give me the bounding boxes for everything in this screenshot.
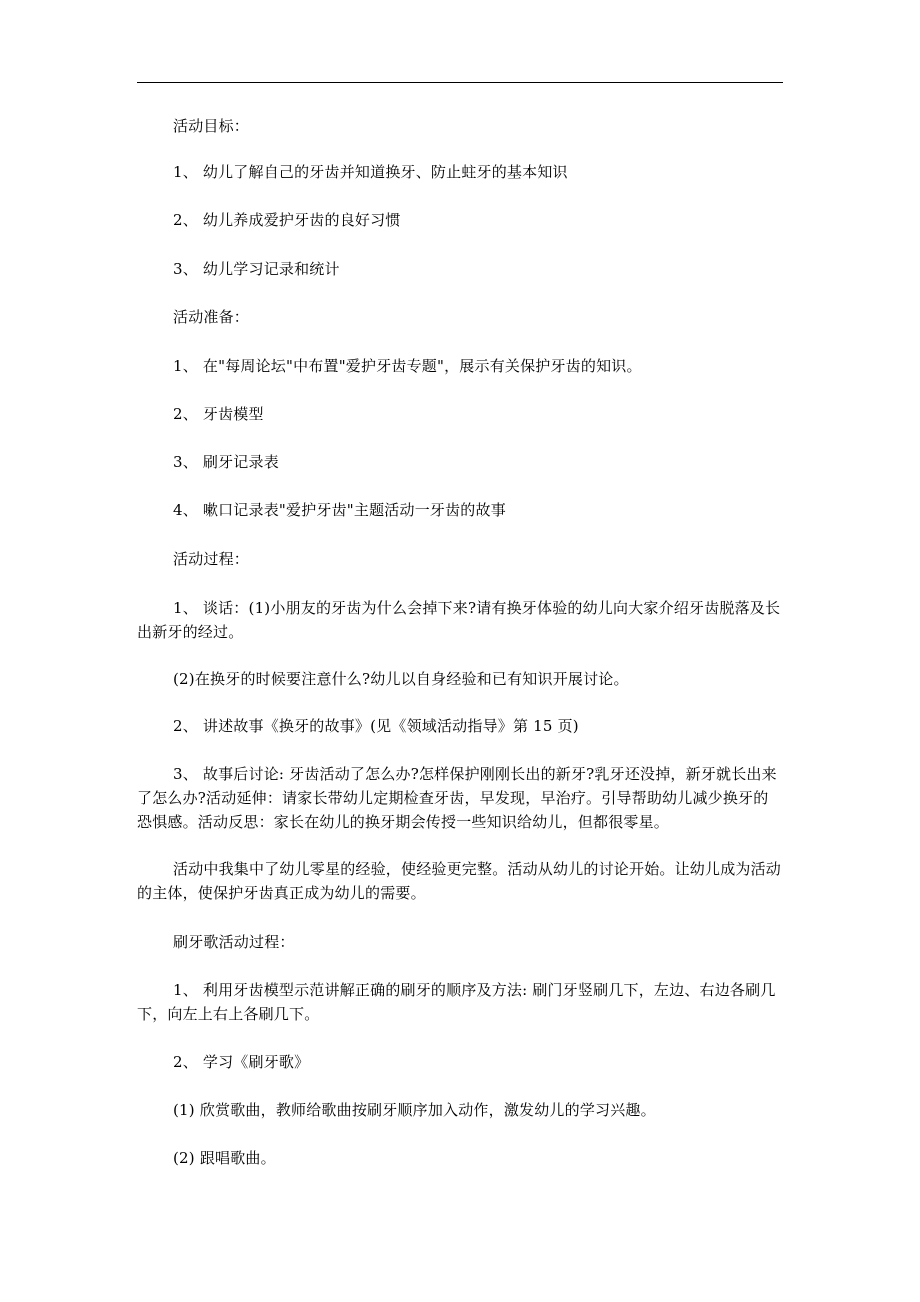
paragraph: 1、 利用牙齿模型示范讲解正确的刷牙的顺序及方法: 刷门牙竖刷几下，左边、右边各刷几下，向左上右上各刷几下。 xyxy=(137,981,776,1023)
section-heading-goals: 活动目标： xyxy=(173,117,250,135)
list-item: 3、 刷牙记录表 xyxy=(173,453,279,471)
list-item: 2、 幼儿养成爱护牙齿的良好习惯 xyxy=(173,211,401,229)
paragraph: (2) 跟唱歌曲。 xyxy=(173,1149,276,1167)
header-rule xyxy=(137,82,783,83)
paragraph: 活动中我集中了幼儿零星的经验，使经验更完整。活动从幼儿的讨论开始。让幼儿成为活动的主体，使保护牙齿真正成为幼儿的需要。 xyxy=(137,860,782,902)
section-heading-song: 刷牙歌活动过程： xyxy=(173,933,295,951)
paragraph: (1) 欣赏歌曲，教师给歌曲按刷牙顺序加入动作，激发幼儿的学习兴趣。 xyxy=(173,1101,656,1119)
paragraph: (2)在换牙的时候要注意什么?幼儿以自身经验和已有知识开展讨论。 xyxy=(173,670,629,688)
list-item: 1、 幼儿了解自己的牙齿并知道换牙、防止蛀牙的基本知识 xyxy=(173,163,568,181)
list-item: 2、 牙齿模型 xyxy=(173,405,264,423)
paragraph: 3、 故事后讨论: 牙齿活动了怎么办?怎样保护刚刚长出的新牙?乳牙还没掉，新牙就长出来了怎么办?活动延伸：请家长带幼儿定期检查牙齿，早发现，早治疗。引导帮助幼儿减少换牙的恐惧感。活动反思：家长在幼儿的换牙期会传授一些知识给幼儿，但都很零星。 xyxy=(137,765,777,831)
section-heading-preparation: 活动准备： xyxy=(173,308,250,326)
section-heading-process: 活动过程： xyxy=(173,550,250,568)
paragraph: 1、 谈话：(1)小朋友的牙齿为什么会掉下来?请有换牙体验的幼儿向大家介绍牙齿脱落及长出新牙的经过。 xyxy=(137,599,781,641)
paragraph: 2、 讲述故事《换牙的故事》(见《领域活动指导》第 15 页) xyxy=(173,717,579,735)
list-item: 1、 在"每周论坛"中布置"爱护牙齿专题"，展示有关保护牙齿的知识。 xyxy=(173,357,642,375)
paragraph: 2、 学习《刷牙歌》 xyxy=(173,1053,310,1071)
list-item: 4、 嗽口记录表"爱护牙齿"主题活动一牙齿的故事 xyxy=(173,501,506,519)
list-item: 3、 幼儿学习记录和统计 xyxy=(173,260,340,278)
